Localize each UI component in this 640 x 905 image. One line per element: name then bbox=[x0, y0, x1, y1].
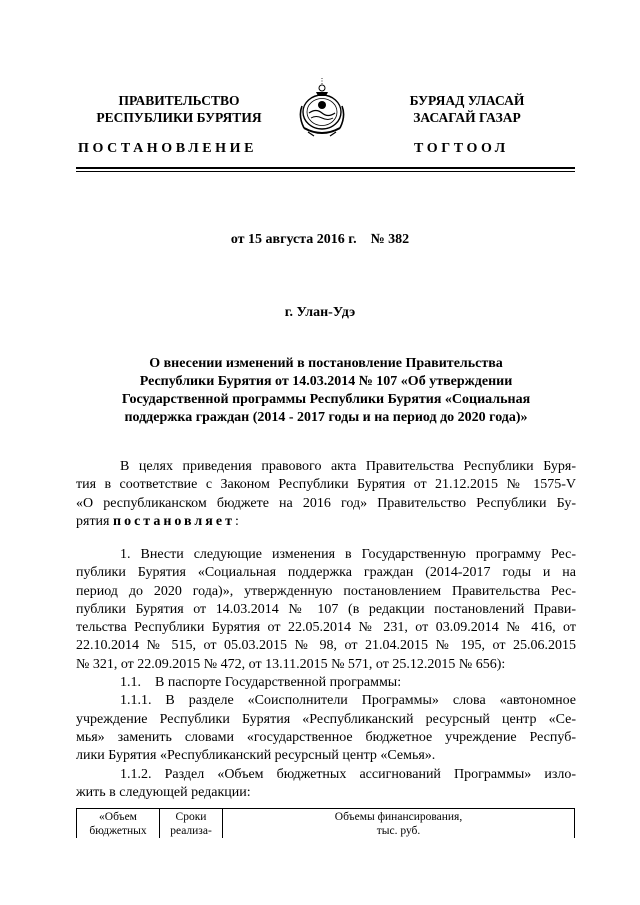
header-left bbox=[84, 92, 274, 126]
title-line: поддержка граждан (2014 - 2017 годы и на период до 2020 года)» bbox=[124, 410, 528, 425]
decree-number: № 382 bbox=[370, 232, 410, 247]
text-line: 1. Внести следующие изменения в Государственную программу Рес- bbox=[120, 547, 576, 562]
header-right-line2: ЗАСАГАЙ ГАЗАР bbox=[413, 110, 521, 125]
decree-city: г. Улан-Удэ bbox=[284, 305, 356, 320]
text-line: № 321, от 22.09.2015 № 472, от 13.11.2015 № 571, от 25.12.2015 № 656): bbox=[76, 656, 506, 672]
item-1-1: 1.1. В паспорте Государственной программы: bbox=[120, 675, 402, 691]
header-rule-thick bbox=[76, 167, 575, 169]
text-line: 1.1.2. Раздел «Объем бюджетных ассигнований Программы» изло- bbox=[120, 766, 576, 782]
header-right-line1: БУРЯАД УЛАСАЙ bbox=[409, 93, 525, 108]
text-line: тельства Республики Бурятия от 22.05.2014 № 231, от 03.09.2014 № 416, от bbox=[76, 620, 576, 636]
text-line: мья» заменить словами «государственное бюджетное учреждение Респуб- bbox=[76, 729, 576, 745]
budget-table bbox=[76, 808, 575, 838]
title-line: Государственной программы Республики Бурятия «Социальная bbox=[121, 392, 531, 407]
text-line: период до 2020 года)», утвержденную постановлением Правительства Рес- bbox=[76, 583, 576, 599]
title-line: Республики Бурятия от 14.03.2014 № 107 «Об утверждении bbox=[139, 374, 513, 389]
text-line: 1.1.1. В разделе «Соисполнители Программы» слова «автономное bbox=[120, 693, 576, 709]
text-line: В целях приведения правового акта Правительства Республики Буря- bbox=[120, 459, 576, 474]
text-line: жить в следующей редакции: bbox=[76, 784, 251, 800]
header-left-line2: РЕСПУБЛИКИ БУРЯТИЯ bbox=[96, 110, 262, 125]
text-line: публики Бурятия «Социальная поддержка граждан (2014-2017 годы и на bbox=[76, 565, 576, 581]
text-line: лики Бурятия «Республиканский ресурсный центр «Семья». bbox=[76, 748, 436, 764]
coat-of-arms-icon bbox=[296, 78, 348, 140]
text-line: учреждение Республики Бурятия «Республиканский ресурсный центр «Се- bbox=[76, 711, 576, 727]
decree-title-bua: ТОГТООЛ bbox=[414, 141, 509, 156]
table-cell: Сроки реализа- bbox=[160, 809, 223, 839]
header-right bbox=[372, 92, 562, 126]
table-cell: Объемы финансирования, тыс. руб. bbox=[223, 809, 575, 839]
header-left-line1: ПРАВИТЕЛЬСТВО bbox=[118, 93, 240, 108]
text-fragment: : bbox=[234, 513, 239, 529]
text-line: «О республиканском бюджете на 2016 год» Правительство Республики Бу- bbox=[76, 495, 576, 511]
table-cell: «Объем бюджетных bbox=[77, 809, 160, 839]
title-line: О внесении изменений в постановление Правительства bbox=[149, 356, 503, 371]
decree-title bbox=[96, 355, 556, 427]
text-line bbox=[76, 513, 576, 531]
text-line: публики Бурятия от 14.03.2014 № 107 (в редакции постановлений Прави- bbox=[76, 601, 576, 617]
decree-date: от 15 августа 2016 г. bbox=[230, 232, 357, 247]
decree-date-line bbox=[0, 232, 640, 248]
resolves-word: постановляет bbox=[113, 513, 235, 529]
text-fragment: рятия bbox=[76, 513, 110, 529]
text-line: 22.10.2014 № 515, от 05.03.2015 № 98, от 21.04.2015 № 195, от 25.06.2015 bbox=[76, 638, 576, 654]
text-line: тия в соответствие с Законом Республики Бурятия от 21.12.2015 № 1575-V bbox=[76, 477, 576, 493]
table-row bbox=[77, 809, 575, 839]
item-1-paragraph bbox=[76, 546, 576, 802]
decree-title-ru: ПОСТАНОВЛЕНИЕ bbox=[78, 141, 258, 156]
preamble-paragraph bbox=[76, 458, 576, 531]
header-rule-thin bbox=[76, 171, 575, 172]
